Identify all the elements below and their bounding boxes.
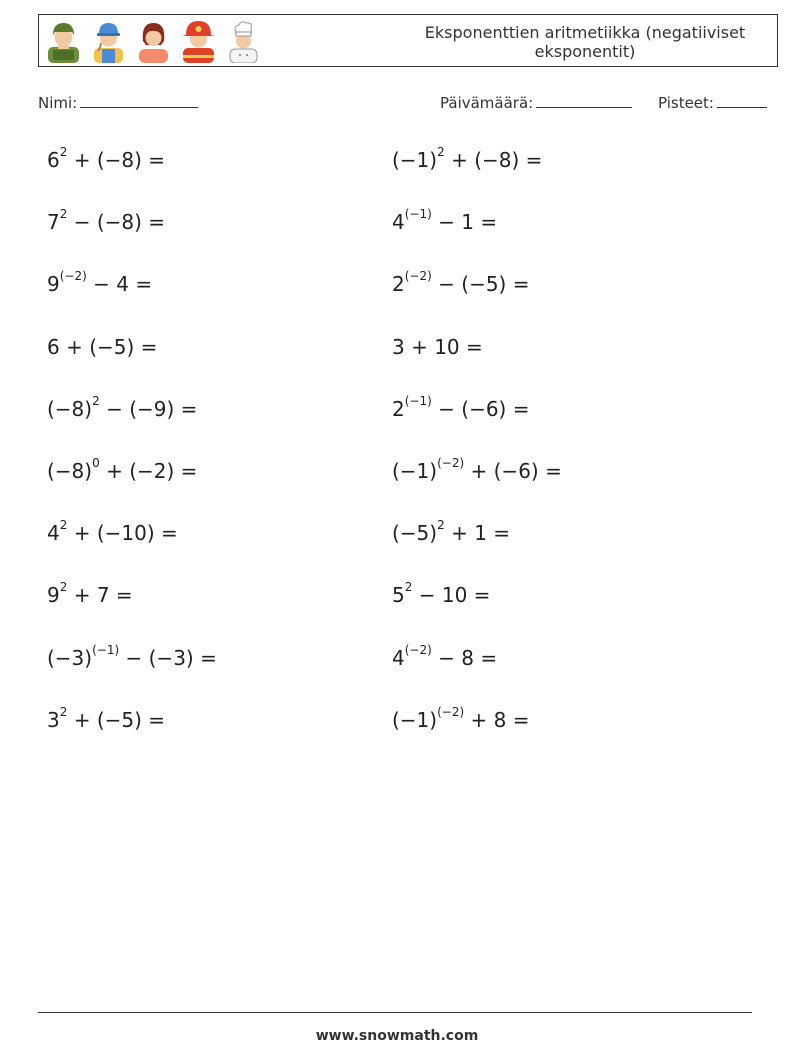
problem-rest: − 1 = [431, 210, 498, 234]
woman-avatar-icon [135, 19, 172, 63]
problem-base: (−5) [392, 521, 438, 545]
name-field [38, 93, 198, 112]
problem-exponent: (−1) [404, 207, 432, 222]
problem-exponent: 2 [59, 705, 68, 720]
problem-base: 6 [47, 148, 60, 172]
problem-left-2 [47, 207, 166, 234]
firefighter-avatar-icon [180, 19, 217, 63]
problem-base: (−1) [392, 459, 438, 483]
problem-left-5 [47, 394, 198, 421]
problem-rest: + (−8) = [67, 148, 166, 172]
problem-left-10 [47, 705, 166, 732]
problem-base: 4 [392, 646, 405, 670]
date-line[interactable] [536, 93, 632, 108]
footer-divider [38, 1012, 752, 1013]
problem-base: 6 + (−5) = [47, 335, 158, 359]
date-field [440, 93, 632, 112]
problem-exponent: (−2) [437, 705, 465, 720]
problem-right-10 [392, 705, 530, 732]
problem-right-4 [392, 335, 483, 359]
date-label: Päivämäärä: [440, 94, 534, 112]
problem-rest: + (−10) = [67, 521, 178, 545]
problem-exponent: (−2) [59, 269, 87, 284]
problem-rest: + (−5) = [67, 708, 166, 732]
problem-exponent: 2 [437, 145, 445, 160]
problem-rest: − (−3) = [119, 646, 217, 670]
problem-exponent: 2 [92, 394, 100, 409]
problem-exponent: 2 [59, 145, 68, 160]
problem-exponent: 2 [59, 580, 68, 595]
problem-left-1 [47, 145, 166, 172]
problem-exponent: 2 [404, 580, 413, 595]
soldier-avatar-icon [45, 19, 82, 63]
avatar-row [45, 19, 262, 63]
problem-rest: − (−9) = [99, 397, 198, 421]
problem-rest: − (−8) = [67, 210, 166, 234]
problem-right-8 [392, 580, 491, 607]
problem-right-5 [392, 394, 530, 421]
problem-base: 7 [47, 210, 60, 234]
problem-rest: − 4 = [86, 272, 153, 296]
score-label: Pisteet: [658, 94, 714, 112]
problem-base: 4 [392, 210, 405, 234]
footer-url: www.snowmath.com [315, 1028, 479, 1044]
name-line[interactable] [80, 93, 198, 108]
problem-right-7 [392, 518, 511, 545]
problem-exponent: 2 [59, 207, 68, 222]
problem-exponent: 0 [92, 456, 100, 471]
problem-exponent: (−1) [92, 643, 120, 658]
problem-base: (−1) [392, 708, 438, 732]
problem-rest: − (−6) = [431, 397, 530, 421]
problem-exponent: (−2) [404, 643, 432, 658]
problem-right-6 [392, 456, 562, 483]
problem-base: 3 [47, 708, 60, 732]
problem-left-8 [47, 580, 133, 607]
problem-rest: + (−6) = [464, 459, 562, 483]
problem-rest: − (−5) = [431, 272, 530, 296]
score-field [658, 93, 767, 112]
problem-rest: + 7 = [67, 583, 133, 607]
worker-avatar-icon [90, 19, 127, 63]
problem-right-9 [392, 643, 498, 670]
problem-left-6 [47, 456, 198, 483]
problem-base: 2 [392, 397, 405, 421]
problem-base: 9 [47, 272, 60, 296]
problem-right-1 [392, 145, 543, 172]
problem-base: 3 + 10 = [392, 335, 483, 359]
problem-base: (−8) [47, 397, 93, 421]
problem-right-3 [392, 269, 530, 296]
problem-base: 5 [392, 583, 405, 607]
worksheet-title: Eksponenttien aritmetiikka (negatiiviset eksponentit) [424, 23, 746, 61]
problem-base: (−8) [47, 459, 93, 483]
problem-left-3 [47, 269, 153, 296]
problem-right-2 [392, 207, 498, 234]
problem-exponent: (−2) [437, 456, 465, 471]
problem-base: (−1) [392, 148, 438, 172]
problem-rest: − 8 = [431, 646, 498, 670]
problem-base: 9 [47, 583, 60, 607]
problem-rest: + (−8) = [444, 148, 543, 172]
problem-exponent: 2 [59, 518, 68, 533]
worksheet-header [38, 14, 778, 67]
name-label: Nimi: [38, 94, 78, 112]
problem-left-9 [47, 643, 217, 670]
problem-rest: + 1 = [444, 521, 511, 545]
problem-rest: − 10 = [412, 583, 491, 607]
problem-exponent: (−2) [404, 269, 432, 284]
problem-base: (−3) [47, 646, 93, 670]
problem-left-7 [47, 518, 178, 545]
problem-rest: + 8 = [464, 708, 530, 732]
chef-avatar-icon [225, 19, 262, 63]
problem-rest: + (−2) = [99, 459, 198, 483]
score-line[interactable] [717, 93, 767, 108]
problem-exponent: 2 [437, 518, 445, 533]
problem-exponent: (−1) [404, 394, 432, 409]
problem-base: 4 [47, 521, 60, 545]
problem-base: 2 [392, 272, 405, 296]
problem-left-4 [47, 335, 157, 359]
